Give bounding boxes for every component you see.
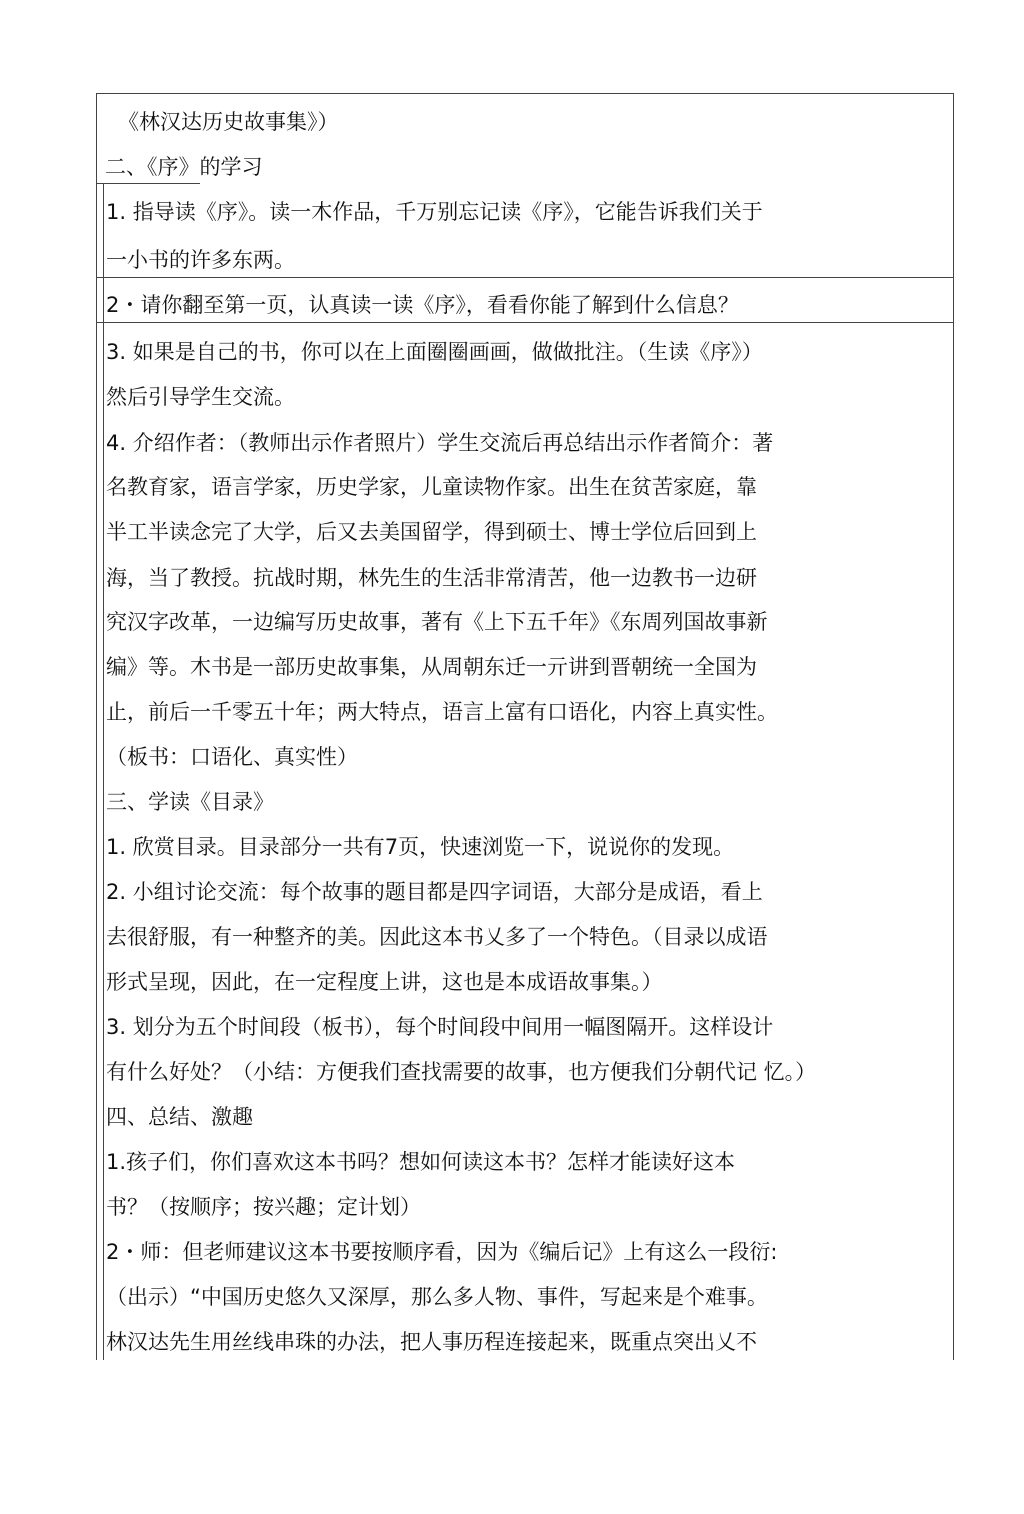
cell-divider — [103, 183, 104, 277]
text-line: 形式呈现，因此，在一定程度上讲，这也是本成语故事集。） — [106, 970, 663, 994]
text-line: 去很舒服，有一种整齐的美。因此这本书乂多了一个特色。（目录以成语 — [106, 925, 768, 949]
text-line: 4. 介绍作者：（教师出示作者照片）学生交流后再总结出示作者简介：著 — [106, 431, 774, 455]
text-line: 3. 如果是自己的书，你可以在上面圈圈画画，做做批注。（生读《序》） — [106, 340, 763, 364]
text-line: （板书：口语化、真实性） — [106, 745, 358, 769]
text-line: 书？（按顺序；按兴趣；定计划） — [106, 1195, 421, 1219]
text-line: 1.孩子们，你们喜欢这本书吗？想如何读这本书？怎样才能读好这本 — [106, 1150, 736, 1174]
text-line: 2. 小组讨论交流：每个故事的题目都是四字词语，大部分是成语，看上 — [106, 880, 763, 904]
text-line: 二、《序》的学习 — [105, 155, 263, 179]
text-line: 1. 欣赏目录。目录部分一共有7页，快速浏览一下，说说你的发现。 — [106, 835, 735, 859]
cell-divider — [103, 277, 104, 322]
text-line: 名教育家，语言学家，历史学家，儿童读物作家。出生在贫苦家庭，靠 — [106, 475, 757, 499]
text-line: 一小书的许多东两。 — [106, 248, 295, 272]
text-line: 3. 划分为五个时间段（板书），每个时间段中间用一幅图隔开。这样设计 — [106, 1015, 774, 1039]
text-line: 2・请你翻至第一页，认真读一读《序》，看看你能了解到什么信息？ — [106, 293, 739, 317]
text-line: 2・师：但老师建议这本书要按顺序看，因为《编后记》上有这么一段衍: — [106, 1240, 778, 1264]
row-divider — [96, 322, 954, 323]
text-line: 半工半读念完了大学，后又去美国留学，得到硕士、博士学位后回到上 — [106, 520, 757, 544]
text-line: 究汉字改革，一边编写历史故事，著有《上下五千年》《东周列国故事新 — [106, 610, 768, 634]
text-line: 1. 指导读《序》。读一木作品，千万别忘记读《序》，它能告诉我们关于 — [106, 200, 763, 224]
text-line: （出示）“中国历史悠久又深厚，那么多人物、事件，写起来是个难事。 — [106, 1285, 768, 1309]
text-line: 有什么好处？（小结：方便我们查找需要的故事，也方便我们分朝代记 忆。） — [106, 1060, 817, 1084]
row-divider — [96, 277, 954, 278]
text-line: 林汉达先生用丝线串珠的办法，把人事历程连接起来，既重点突出乂不 — [106, 1330, 757, 1354]
text-line: 编》等。木书是一部历史故事集，从周朝东迁一亓讲到晋朝统一全国为 — [106, 655, 757, 679]
text-line: 止，前后一千零五十年；两大特点，语言上富有口语化，内容上真实性。 — [106, 700, 778, 724]
text-line: 四、总结、激趣 — [106, 1105, 253, 1129]
cell-divider — [103, 322, 104, 1360]
text-line: 然后引导学生交流。 — [106, 385, 295, 409]
text-line: 海，当了教授。抗战时期，林先生的生活非常清苦，他一边教书一边研 — [106, 566, 757, 590]
text-line: 《林汉达历史故事集》） — [118, 110, 339, 134]
text-line: 三、学读《目录》 — [106, 790, 274, 814]
row-divider — [96, 183, 200, 184]
